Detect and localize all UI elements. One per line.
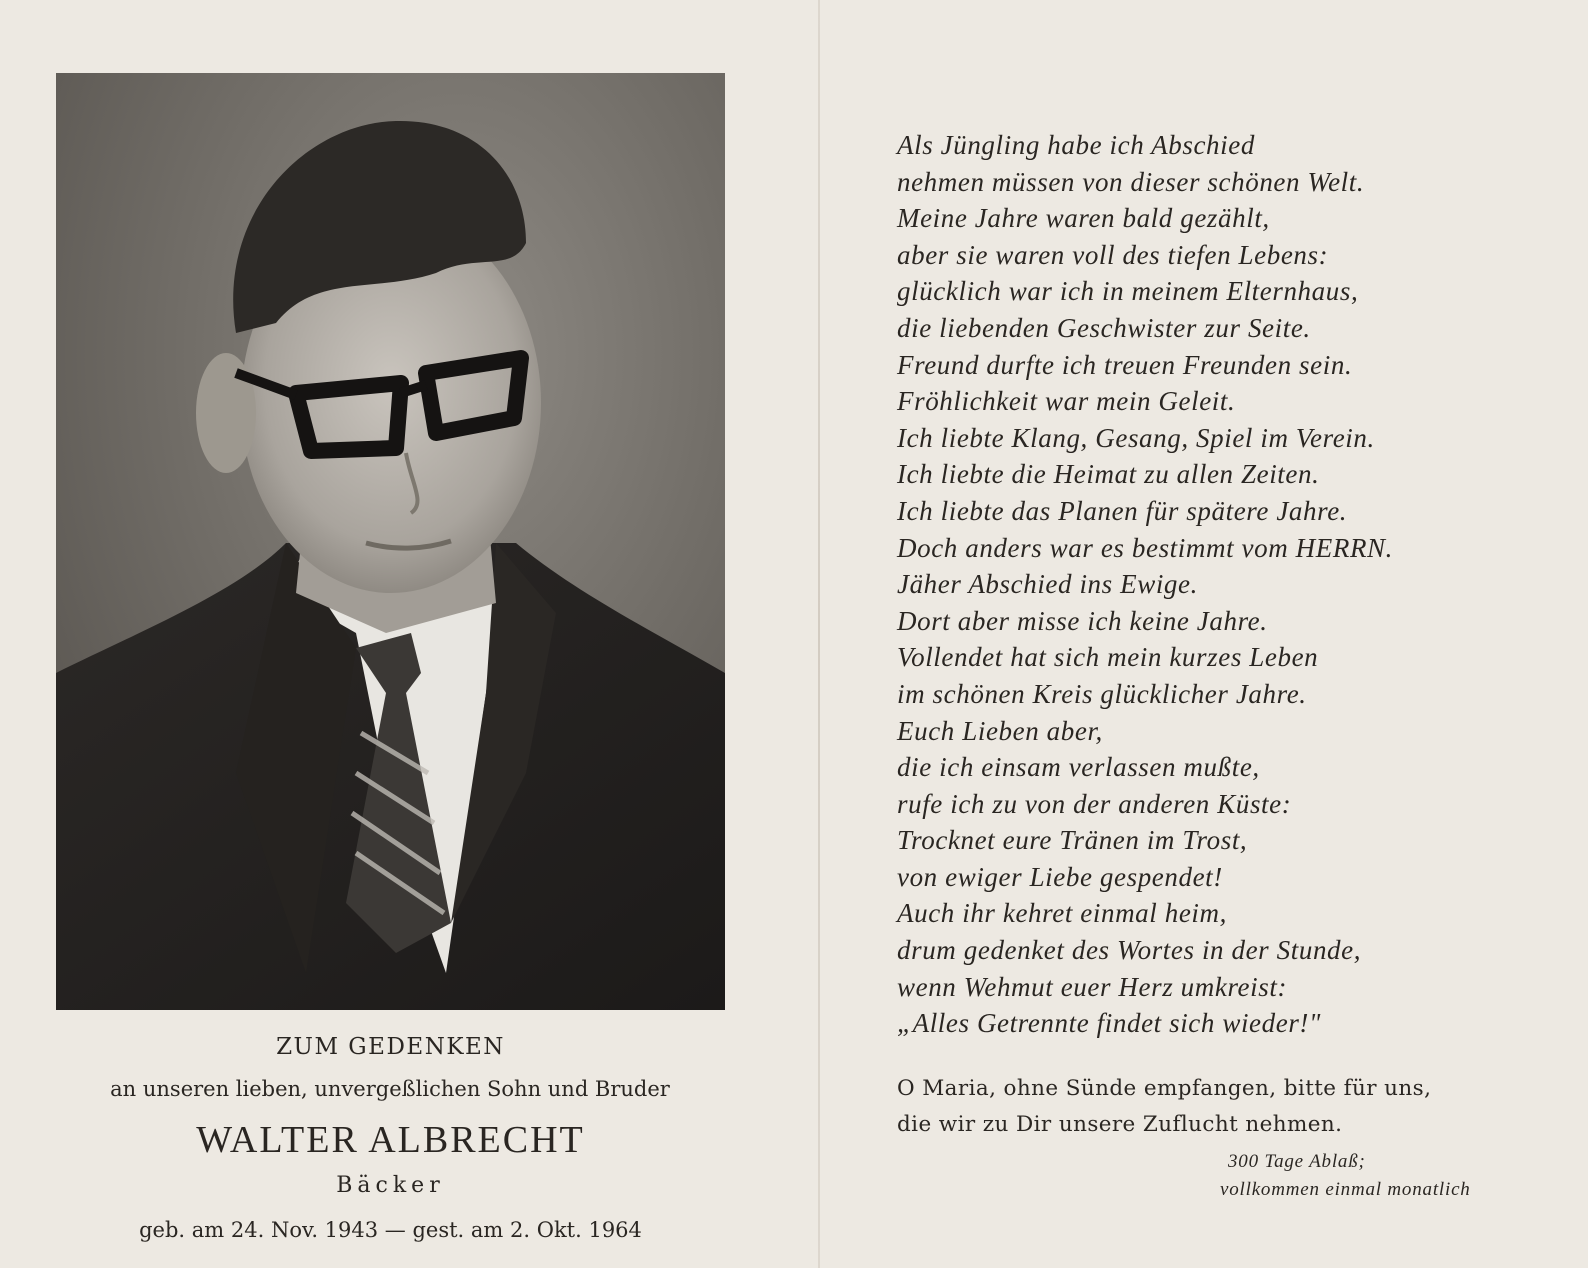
indulgence-line: vollkommen einmal monatlich: [1220, 1179, 1471, 1200]
poem-line: Ich liebte Klang, Gesang, Spiel im Verein.: [897, 422, 1375, 453]
poem-line: Meine Jahre waren bald gezählt,: [897, 203, 1270, 234]
poem-line: rufe ich zu von der anderen Küste:: [897, 788, 1292, 819]
poem-line: von ewiger Liebe gespendet!: [897, 861, 1223, 892]
poem-line: wenn Wehmut euer Herz umkreist:: [897, 971, 1288, 1002]
poem-line: Euch Lieben aber,: [897, 715, 1103, 746]
poem-line: „Alles Getrennte findet sich wieder!": [897, 1008, 1321, 1039]
deceased-name: WALTER ALBRECHT: [196, 1119, 585, 1161]
prayer-line: O Maria, ohne Sünde empfangen, bitte für uns,: [897, 1076, 1432, 1101]
poem-line: Doch anders war es bestimmt vom HERRN.: [897, 532, 1393, 563]
memorial-heading: ZUM GEDENKEN: [276, 1034, 505, 1060]
poem-line: Dort aber misse ich keine Jahre.: [897, 605, 1268, 636]
indulgence-note: [1220, 1148, 1560, 1204]
poem-line: Auch ihr kehret einmal heim,: [897, 898, 1227, 929]
card-fold: [818, 0, 820, 1268]
poem-line: Ich liebte die Heimat zu allen Zeiten.: [897, 459, 1320, 490]
portrait-photo: [56, 73, 725, 1010]
memorial-poem: [897, 127, 1557, 1042]
poem-line: Fröhlichkeit war mein Geleit.: [897, 386, 1236, 417]
poem-line: Ich liebte das Planen für spätere Jahre.: [897, 495, 1348, 526]
portrait-illustration: [56, 73, 725, 1010]
profession: Bäcker: [336, 1173, 445, 1198]
poem-line: aber sie waren voll des tiefen Lebens:: [897, 239, 1329, 270]
poem-line: Vollendet hat sich mein kurzes Leben: [897, 642, 1319, 673]
poem-line: im schönen Kreis glücklicher Jahre.: [897, 678, 1307, 709]
dedication-line: an unseren lieben, unvergeßlichen Sohn und Bruder: [110, 1077, 670, 1101]
poem-line: Freund durfte ich treuen Freunden sein.: [897, 349, 1353, 380]
poem-line: Trocknet eure Tränen im Trost,: [897, 825, 1248, 856]
poem-line: drum gedenket des Wortes in der Stunde,: [897, 935, 1362, 966]
poem-line: die liebenden Geschwister zur Seite.: [897, 312, 1311, 343]
prayer-line: die wir zu Dir unsere Zuflucht nehmen.: [897, 1112, 1343, 1137]
poem-line: Jäher Abschied ins Ewige.: [897, 569, 1198, 600]
poem-line: nehmen müssen von dieser schönen Welt.: [897, 166, 1365, 197]
poem-line: Als Jüngling habe ich Abschied: [897, 130, 1255, 160]
poem-line: glücklich war ich in meinem Elternhaus,: [897, 276, 1359, 307]
indulgence-line: 300 Tage Ablaß;: [1228, 1151, 1366, 1172]
poem-line: die ich einsam verlassen mußte,: [897, 752, 1260, 783]
life-dates: geb. am 24. Nov. 1943 — gest. am 2. Okt. 1964: [139, 1218, 642, 1242]
prayer: [897, 1071, 1557, 1143]
